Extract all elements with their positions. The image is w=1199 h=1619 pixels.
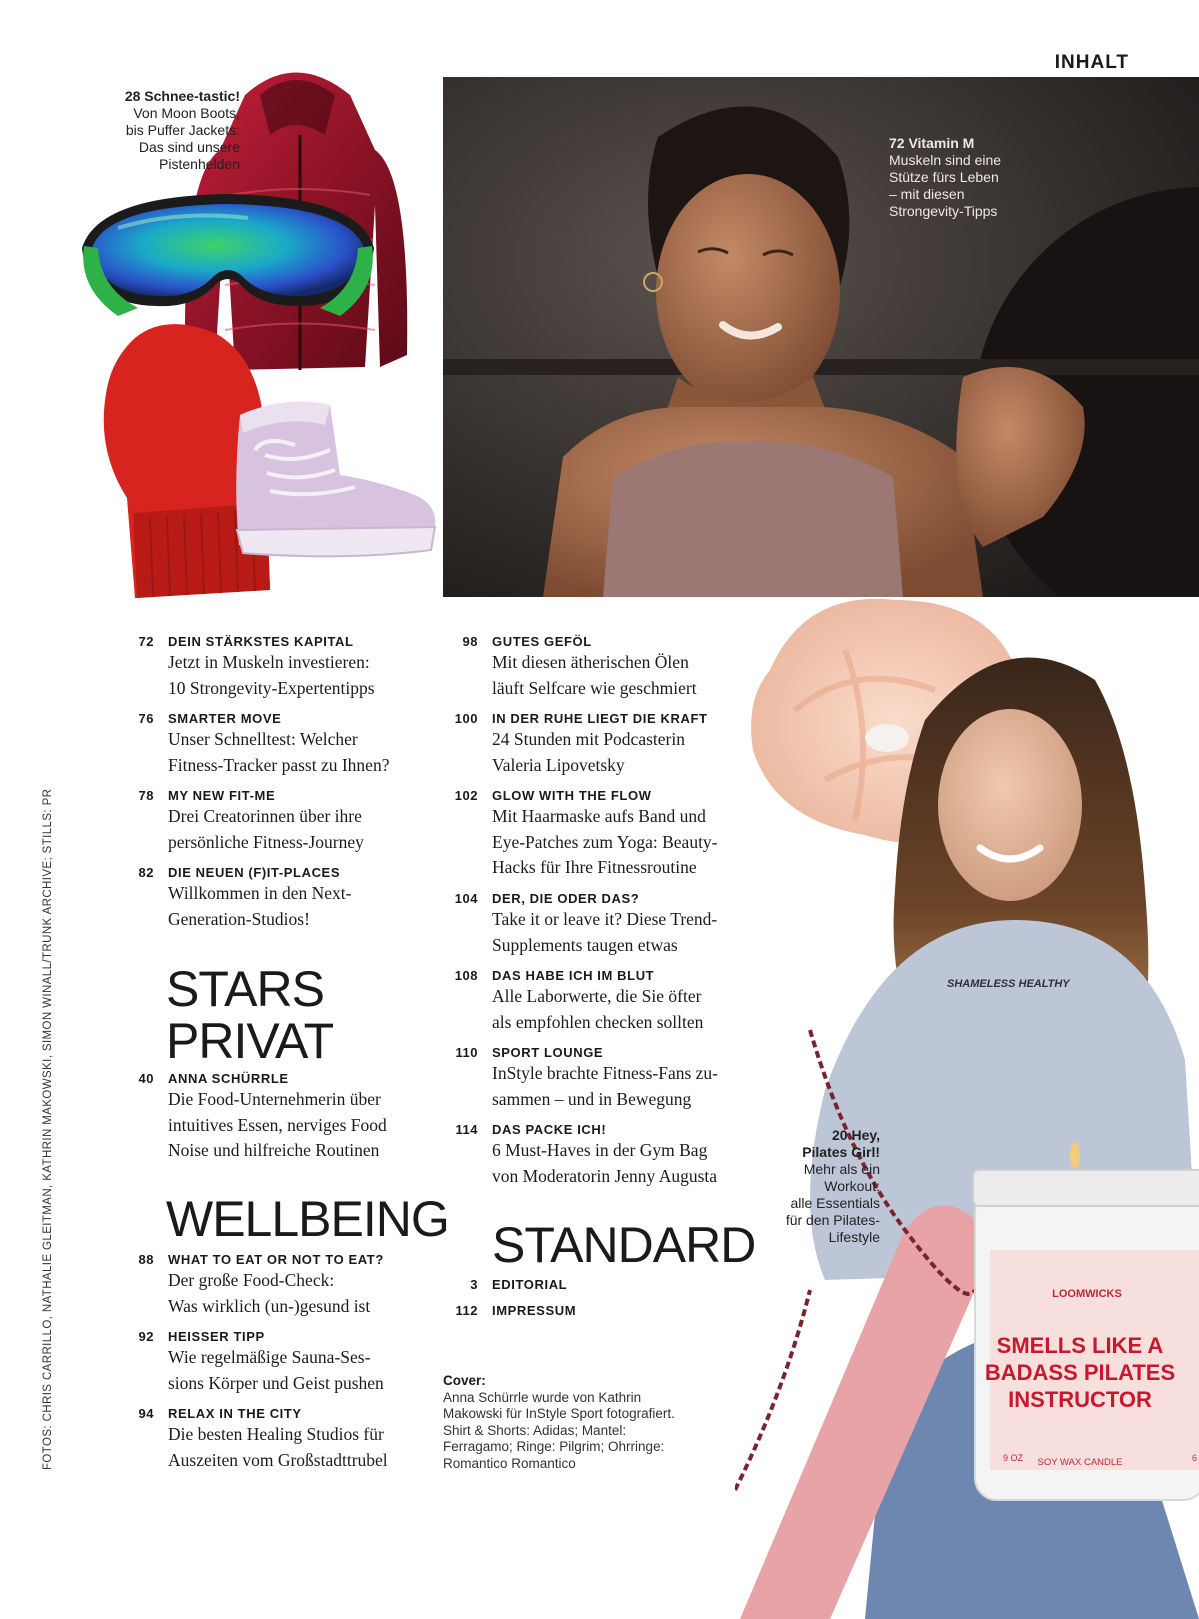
page-number: 94 (138, 1406, 154, 1421)
entry-description-line: Fitness-Tracker passt zu Ihnen? (168, 754, 390, 775)
caption-line: für den Pilates- (785, 1212, 880, 1228)
caption-line: Pistenhelden (159, 156, 240, 172)
entry-description-line: Willkommen in den Next- (168, 883, 352, 903)
caption-line: Stütze fürs Leben (889, 169, 999, 185)
candle-text-line: SMELLS LIKE A (996, 1333, 1164, 1358)
caption-title: 28 Schnee-tastic! (124, 88, 240, 104)
entry-headline: EDITORIAL (492, 1277, 568, 1292)
page-number: 110 (455, 1045, 478, 1060)
entry-description-line: Take it or leave it? Diese Trend- (492, 909, 718, 929)
toc-entry[interactable] (452, 710, 752, 785)
candle-size: 9 OZ (1003, 1453, 1024, 1463)
entry-description-line: Alle Laborwerte, die Sie öfter (492, 986, 702, 1006)
section-heading-wellbeing: WELLBEING (166, 1191, 449, 1247)
toc-entry[interactable] (452, 787, 752, 887)
page-number: 40 (138, 1071, 154, 1086)
entry-headline: DAS PACKE ICH! (492, 1122, 607, 1137)
page-number: 98 (462, 634, 478, 649)
toc-entry[interactable] (452, 1044, 752, 1119)
page-number: 72 (138, 634, 154, 649)
toc-entry[interactable] (128, 633, 428, 708)
caption-title: 72 Vitamin M (889, 135, 975, 151)
cover-label: Cover: (443, 1373, 486, 1388)
pilates-girl-illustration (735, 590, 1199, 1619)
caption-line: alle Essentials (790, 1195, 880, 1211)
toc-entry[interactable] (452, 1121, 752, 1196)
cover-credit-line: Shirt & Shorts: Adidas; Mantel: (443, 1422, 627, 1438)
section-heading-standard: STANDARD (492, 1217, 756, 1273)
caption-line: Das sind unsere (138, 139, 240, 155)
cover-credit-line: Ferragamo; Ringe: Pilgrim; Ohrringe: (443, 1439, 665, 1454)
entry-headline: DAS HABE ICH IM BLUT (492, 968, 655, 983)
caption-line: Mehr als ein (803, 1161, 880, 1177)
caption-pilates-girl (755, 1127, 880, 1246)
toc-entry[interactable] (128, 1405, 428, 1480)
entry-description-line: von Moderatorin Jenny Augusta (492, 1165, 718, 1186)
caption-line: Muskeln sind eine (889, 152, 1002, 168)
page-number: 88 (138, 1252, 154, 1267)
entry-description-line: Noise und hilfreiche Routinen (168, 1140, 380, 1160)
entry-description-line: intuitives Essen, nerviges Food (168, 1114, 387, 1135)
toc-entry[interactable] (452, 967, 752, 1042)
cover-credit (443, 1373, 723, 1472)
page-number: 104 (454, 891, 478, 906)
entry-description-line: sammen – und in Bewegung (492, 1088, 692, 1109)
candle-text-line: INSTRUCTOR (1008, 1387, 1152, 1412)
entry-description-line: Was wirklich (un-)gesund ist (168, 1295, 371, 1316)
caption-title: Pilates Girl! (802, 1144, 880, 1160)
page-number: 3 (470, 1277, 478, 1292)
entry-headline: MY NEW FIT-ME (168, 788, 276, 803)
toc-entry[interactable] (128, 864, 428, 939)
toc-entry[interactable] (452, 890, 752, 965)
entry-headline: HEISSER TIPP (168, 1329, 265, 1344)
entry-description-line: läuft Selfcare wie geschmiert (492, 677, 697, 698)
entry-description-line: Jetzt in Muskeln investieren: (168, 652, 370, 672)
photo-credits: FOTOS: CHRIS CARRILLO, NATHALIE GLEITMAN, KATHRIN MAKOWSKI, SIMON WINALL/TRUNK ARCHIVE; STILLS: PR (42, 788, 54, 1470)
candle-text-line: BADASS PILATES (984, 1360, 1176, 1385)
page-number: 92 (138, 1329, 154, 1344)
entry-description-line: Die Food-Unternehmerin über (168, 1089, 381, 1109)
toc-entry[interactable] (452, 633, 752, 708)
entry-headline: GLOW WITH THE FLOW (492, 788, 652, 803)
candle-brand: LOOMWICKS (1052, 1288, 1122, 1300)
section-heading-stars-privat (166, 963, 333, 1067)
entry-description-line: als empfohlen checken sollten (492, 1011, 704, 1032)
page-number: 102 (454, 788, 478, 803)
entry-description-line: Der große Food-Check: (168, 1270, 335, 1290)
entry-description-line: persönliche Fitness-Journey (168, 831, 364, 852)
entry-description-line: Wie regelmäßige Sauna-Ses- (168, 1347, 371, 1367)
entry-headline: DIE NEUEN (F)IT-PLACES (168, 865, 341, 880)
entry-description-line: Mit diesen ätherischen Ölen (492, 652, 689, 672)
entry-headline: DER, DIE ODER DAS? (492, 891, 640, 906)
page-number: 78 (138, 788, 154, 803)
entry-description-line: Hacks für Ihre Fitnessroutine (492, 857, 697, 877)
entry-headline: SMARTER MOVE (168, 711, 282, 726)
athlete-barbell-illustration (443, 77, 1199, 597)
toc-entry[interactable] (128, 787, 428, 862)
caption-line: bis Puffer Jackets: (125, 122, 240, 138)
section-heading-line: PRIVAT (166, 1013, 334, 1069)
toc-entry[interactable] (128, 710, 428, 785)
cover-credit-line: Anna Schürrle wurde von Kathrin (443, 1389, 642, 1405)
entry-headline: IN DER RUHE LIEGT DIE KRAFT (492, 711, 708, 726)
athlete-barbell-photo (443, 77, 1199, 597)
page-number: 82 (138, 865, 154, 880)
entry-description-line: Unser Schnelltest: Welcher (168, 729, 358, 749)
cover-credit-line: Romantico Romantico (443, 1455, 576, 1471)
caption-title: 20 Hey, (832, 1127, 880, 1143)
candle-edge: 6 (1192, 1453, 1198, 1463)
caption-line: Workout: (824, 1178, 880, 1194)
entry-headline: SPORT LOUNGE (492, 1045, 604, 1060)
entry-description-line: sions Körper und Geist pushen (168, 1372, 384, 1393)
ski-goggle-image (78, 188, 378, 323)
page-number: 108 (454, 968, 478, 983)
entry-headline: DEIN STÄRKSTES KAPITAL (168, 634, 354, 649)
caption-schnee-tastic (85, 88, 240, 173)
toc-entry[interactable] (128, 1070, 428, 1170)
entry-description-line: Auszeiten vom Großstadttrubel (168, 1449, 388, 1470)
entry-description-line: 10 Strongevity-Expertentipps (168, 677, 375, 698)
entry-description-line: 6 Must-Haves in der Gym Bag (492, 1140, 708, 1160)
entry-description-line: Eye-Patches zum Yoga: Beauty- (492, 831, 718, 852)
sweatshirt-print: SHAMELESS HEALTHY (947, 978, 1070, 990)
caption-line: Strongevity-Tipps (889, 203, 998, 219)
caption-line: Lifestyle (828, 1229, 880, 1245)
toc-entry[interactable] (128, 1251, 428, 1326)
entry-headline: GUTES GEFÖL (492, 634, 592, 649)
caption-line: – mit diesen (889, 186, 965, 202)
entry-description-line: Supplements taugen etwas (492, 934, 678, 955)
section-heading-line: STARS (166, 961, 324, 1017)
cover-credit-line: Makowski für InStyle Sport fotografiert. (443, 1406, 675, 1421)
entry-headline: RELAX IN THE CITY (168, 1406, 302, 1421)
entry-description-line: Valeria Lipovetsky (492, 754, 625, 775)
toc-entry[interactable] (128, 1328, 428, 1403)
entry-description-line: Mit Haarmaske aufs Band und (492, 806, 706, 826)
toc-entry[interactable] (452, 1302, 752, 1322)
pilates-girl-collage (735, 590, 1199, 1619)
entry-description-line: Generation-Studios! (168, 908, 310, 929)
candle-type: SOY WAX CANDLE (1037, 1457, 1123, 1468)
entry-description-line: Drei Creatorinnen über ihre (168, 806, 362, 826)
entry-description-line: 24 Stunden mit Podcasterin (492, 729, 685, 749)
moon-boot-image (225, 395, 440, 560)
page-number: 100 (454, 711, 478, 726)
entry-headline: WHAT TO EAT OR NOT TO EAT? (168, 1252, 384, 1267)
page-number: 114 (455, 1122, 478, 1137)
caption-line: Von Moon Boots, (133, 105, 240, 121)
page-number: 76 (138, 711, 154, 726)
entry-description-line: InStyle brachte Fitness-Fans zu- (492, 1063, 718, 1083)
entry-headline: ANNA SCHÜRRLE (168, 1071, 289, 1086)
entry-description-line: Die besten Healing Studios für (168, 1424, 384, 1444)
caption-vitamin-m (889, 135, 1049, 220)
toc-entry[interactable] (452, 1276, 752, 1296)
page-number: 112 (455, 1303, 478, 1318)
section-label: INHALT (1054, 52, 1129, 73)
entry-headline: IMPRESSUM (492, 1303, 577, 1318)
